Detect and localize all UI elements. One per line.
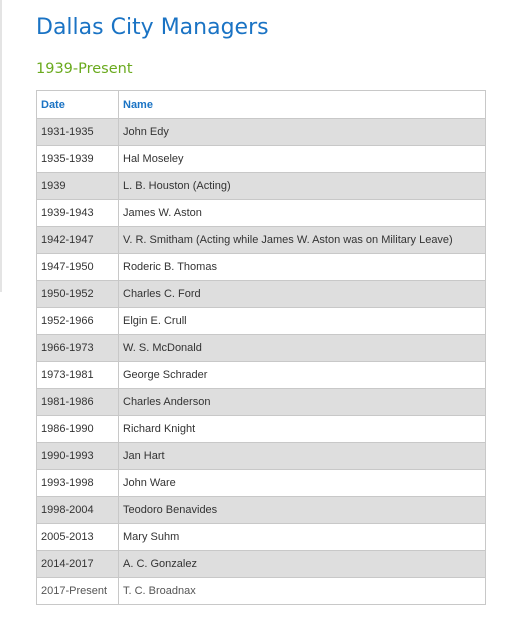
- date-cell: 1973-1981: [37, 362, 119, 389]
- table-row: [37, 443, 486, 470]
- name-cell: John Edy: [119, 119, 486, 146]
- name-cell: George Schrader: [119, 362, 486, 389]
- table-row: [37, 551, 486, 578]
- table-row: [37, 281, 486, 308]
- city-managers-table: [36, 90, 486, 605]
- date-cell: 1942-1947: [37, 227, 119, 254]
- table-row: [37, 389, 486, 416]
- name-cell: Teodoro Benavides: [119, 497, 486, 524]
- date-cell: 1993-1998: [37, 470, 119, 497]
- table-row: [37, 200, 486, 227]
- table-header-row: [37, 91, 486, 119]
- date-cell: 2005-2013: [37, 524, 119, 551]
- table-row: [37, 254, 486, 281]
- name-column-header: Name: [119, 91, 486, 119]
- date-cell: 1952-1966: [37, 308, 119, 335]
- table-row: [37, 227, 486, 254]
- date-cell: 2017-Present: [37, 578, 119, 605]
- table-row: [37, 146, 486, 173]
- name-cell: Richard Knight: [119, 416, 486, 443]
- table-row: [37, 308, 486, 335]
- table-row: [37, 524, 486, 551]
- date-cell: 1966-1973: [37, 335, 119, 362]
- name-cell: James W. Aston: [119, 200, 486, 227]
- date-cell: 1986-1990: [37, 416, 119, 443]
- date-cell: 1931-1935: [37, 119, 119, 146]
- date-cell: 1990-1993: [37, 443, 119, 470]
- name-cell: Mary Suhm: [119, 524, 486, 551]
- name-cell: Roderic B. Thomas: [119, 254, 486, 281]
- date-cell: 1947-1950: [37, 254, 119, 281]
- page-subtitle: 1939-Present: [36, 61, 133, 77]
- date-cell: 1998-2004: [37, 497, 119, 524]
- date-cell: 2014-2017: [37, 551, 119, 578]
- page-title: Dallas City Managers: [36, 15, 269, 40]
- table-row: [37, 119, 486, 146]
- name-cell: T. C. Broadnax: [119, 578, 486, 605]
- name-cell: Elgin E. Crull: [119, 308, 486, 335]
- date-cell: 1935-1939: [37, 146, 119, 173]
- name-cell: A. C. Gonzalez: [119, 551, 486, 578]
- date-cell: 1939-1943: [37, 200, 119, 227]
- table-row: [37, 578, 486, 605]
- date-column-header: Date: [37, 91, 119, 119]
- date-cell: 1939: [37, 173, 119, 200]
- table-row: [37, 173, 486, 200]
- table-row: [37, 416, 486, 443]
- left-border-rule: [0, 0, 2, 292]
- table-row: [37, 497, 486, 524]
- name-cell: John Ware: [119, 470, 486, 497]
- date-cell: 1950-1952: [37, 281, 119, 308]
- name-cell: Charles C. Ford: [119, 281, 486, 308]
- name-cell: L. B. Houston (Acting): [119, 173, 486, 200]
- name-cell: V. R. Smitham (Acting while James W. Aston was on Military Leave): [119, 227, 486, 254]
- table-row: [37, 470, 486, 497]
- table-row: [37, 362, 486, 389]
- name-cell: Jan Hart: [119, 443, 486, 470]
- date-cell: 1981-1986: [37, 389, 119, 416]
- table-row: [37, 335, 486, 362]
- name-cell: Charles Anderson: [119, 389, 486, 416]
- name-cell: Hal Moseley: [119, 146, 486, 173]
- name-cell: W. S. McDonald: [119, 335, 486, 362]
